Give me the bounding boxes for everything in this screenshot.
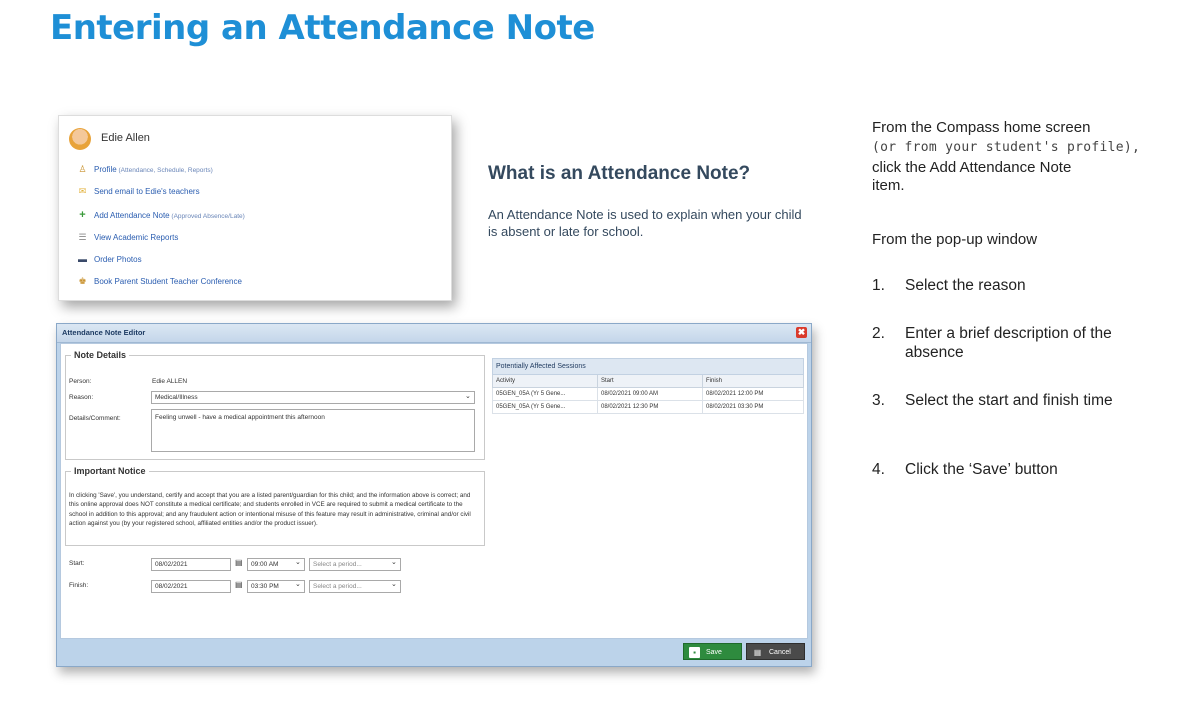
table-row	[493, 388, 804, 401]
student-profile-card	[58, 115, 452, 301]
column-header: Start	[598, 375, 703, 388]
note-details-legend: Note Details	[74, 350, 127, 360]
person-label: Person:	[69, 378, 92, 385]
step-item: 2. Enter a brief description of the absence	[872, 325, 1112, 361]
table-cell: 08/02/2021 03:30 PM	[703, 401, 804, 414]
dialog-title: Attendance Note Editor	[62, 328, 146, 337]
affected-sessions-table	[492, 358, 804, 414]
finish-period-select[interactable]: Select a period...	[309, 580, 401, 593]
menu-item-add-attendance-note[interactable]: + Add Attendance Note (Approved Absence/Late)	[77, 209, 245, 221]
instruction-line: (or from your student's profile),	[872, 140, 1141, 155]
instruction-line: From the Compass home screen	[872, 119, 1091, 136]
details-comment-value: Feeling unwell - have a medical appointment this afternoon	[155, 414, 325, 421]
what-is-description: An Attendance Note is used to explain when your child is absent or late for school.	[488, 207, 802, 239]
floppy-disk-icon: ▪	[689, 647, 700, 658]
finish-time-select[interactable]: 03:30 PM	[247, 580, 305, 593]
reason-label: Reason:	[69, 394, 94, 401]
table-cell: 08/02/2021 09:00 AM	[598, 388, 703, 401]
plus-icon: +	[79, 209, 86, 221]
reason-select[interactable]	[151, 391, 475, 404]
page-title: Entering an Attendance Note	[50, 8, 595, 48]
attendance-note-editor-dialog	[56, 323, 812, 667]
start-time-select[interactable]: 09:00 AM	[247, 558, 305, 571]
menu-item-book-conference[interactable]: ♚ Book Parent Student Teacher Conference	[78, 276, 242, 286]
chevron-down-icon[interactable]: ⌄	[465, 393, 471, 400]
table-cell: 08/02/2021 12:30 PM	[598, 401, 703, 414]
table-cell: 05GEN_05A (Yr 5 Gene...	[493, 401, 598, 414]
conference-icon: ♚	[78, 276, 87, 286]
menu-item-send-email[interactable]: ✉ Send email to Edie's teachers	[78, 186, 200, 196]
chevron-down-icon[interactable]: ⌄	[295, 559, 301, 566]
dialog-body	[60, 343, 808, 639]
report-icon: ☰	[78, 232, 87, 242]
step-item: 4. Click the ‘Save’ button	[872, 461, 1058, 478]
menu-item-order-photos[interactable]: ▬ Order Photos	[78, 254, 142, 264]
cancel-icon: ▦	[753, 648, 762, 657]
instruction-line: click the Add Attendance Note	[872, 159, 1072, 176]
sessions-caption: Potentially Affected Sessions	[493, 359, 804, 375]
important-notice-text: In clicking 'Save', you understand, certify and accept that you are a listed parent/guardian for this child; and the information above is correct; and this online approval does NOT constitute a medical certificate; and students enrolled in VCE are required to submit a medical certificate to the school in addition to this approval; and any fraudulent action or intentional misuse of this feature may result in administrative, criminal and/or civil action against you (by your registered school, affiliated entities and/or the product issuer).	[69, 492, 471, 527]
details-comment-textarea[interactable]	[151, 409, 475, 452]
column-header: Finish	[703, 375, 804, 388]
reason-select-value: Medical/Illness	[155, 394, 198, 401]
save-button[interactable]: ▪ Save	[683, 643, 742, 660]
calendar-icon[interactable]: ▤	[235, 558, 243, 567]
start-label: Start:	[69, 560, 85, 567]
person-value: Edie ALLEN	[152, 378, 188, 385]
finish-date-input[interactable]: 08/02/2021	[151, 580, 231, 593]
what-is-heading: What is an Attendance Note?	[488, 163, 751, 184]
person-icon: ♙	[78, 164, 87, 174]
popup-instruction: From the pop-up window	[872, 231, 1038, 248]
avatar	[69, 128, 91, 150]
step-item: 3. Select the start and finish time	[872, 392, 1113, 409]
dialog-titlebar	[57, 324, 811, 343]
step-item: 1. Select the reason	[872, 277, 1026, 294]
cancel-button[interactable]: ▦ Cancel	[746, 643, 805, 660]
student-name: Edie Allen	[101, 132, 150, 144]
photo-icon: ▬	[78, 254, 87, 264]
instruction-line: item.	[872, 177, 905, 194]
column-header: Activity	[493, 375, 598, 388]
table-cell: 08/02/2021 12:00 PM	[703, 388, 804, 401]
table-cell: 05GEN_05A (Yr 5 Gene...	[493, 388, 598, 401]
chevron-down-icon[interactable]: ⌄	[391, 559, 397, 566]
envelope-icon: ✉	[78, 186, 87, 196]
details-label: Details/Comment:	[69, 415, 121, 422]
chevron-down-icon[interactable]: ⌄	[295, 581, 301, 588]
table-row	[493, 401, 804, 414]
important-notice-legend: Important Notice	[74, 466, 146, 476]
menu-item-profile[interactable]: ♙ Profile (Attendance, Schedule, Reports)	[78, 164, 213, 174]
calendar-icon[interactable]: ▤	[235, 580, 243, 589]
start-date-input[interactable]: 08/02/2021	[151, 558, 231, 571]
close-icon[interactable]: ✖	[797, 327, 806, 337]
menu-item-view-academic-reports[interactable]: ☰ View Academic Reports	[78, 232, 179, 242]
start-period-select[interactable]: Select a period...	[309, 558, 401, 571]
finish-label: Finish:	[69, 582, 89, 589]
chevron-down-icon[interactable]: ⌄	[391, 581, 397, 588]
